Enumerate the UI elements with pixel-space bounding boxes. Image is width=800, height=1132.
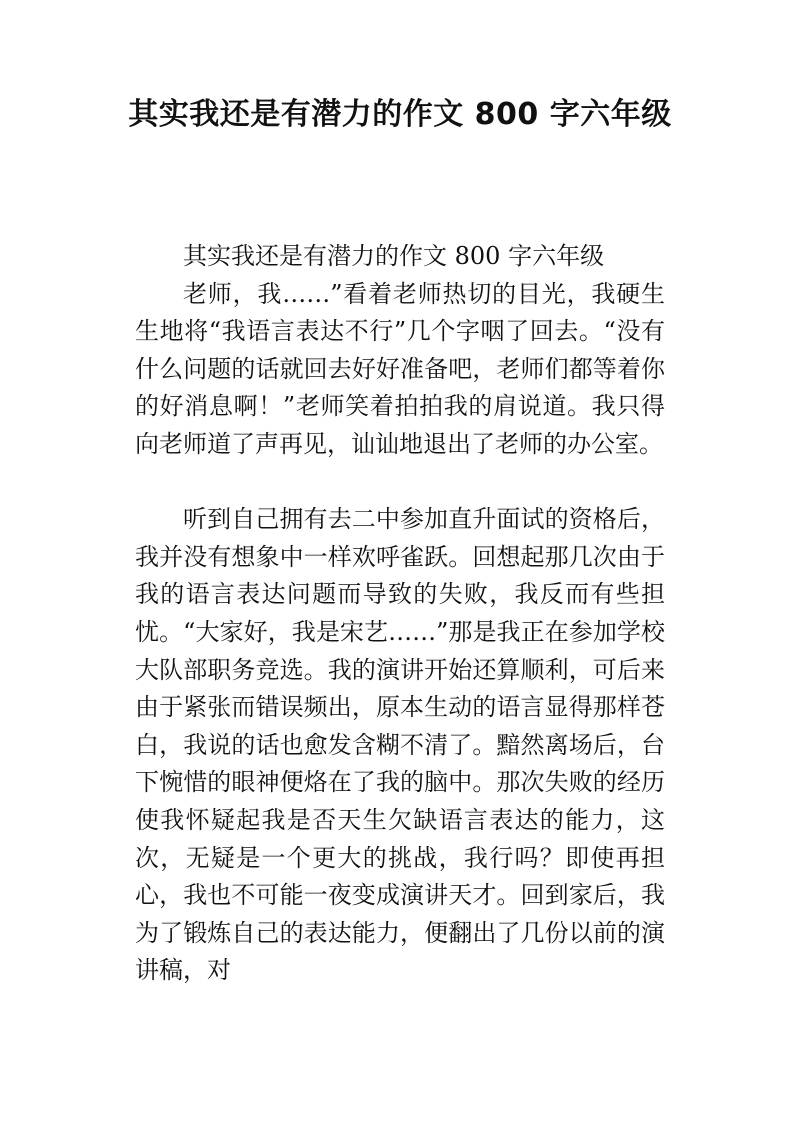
body-paragraph-heading: 其实我还是有潜力的作文 800 字六年级 <box>183 242 605 270</box>
body-paragraph: 听到自己拥有去二中参加直升面试的资格后，我并没有想象中一样欢呼雀跃。回想起那几次由于我的语言表达问题而导致的失败，我反而有些担忧。“大家好，我是宋艺……”那是我正在参加学校大队部职务竞选。我的演讲开始还算顺利，可后来由于紧张而错误频出，原本生动的语言显得那样苍白，我说的话也愈发含糊不清了。黯然离场后，台下惋惜的眼神便烙在了我的脑中。那次失败的经历使我怀疑起我是否天生欠缺语言表达的能力，这次，无疑是一个更大的挑战，我行吗？即使再担心，我也不可能一夜变成演讲天才。回到家后，我为了锻炼自己的表达能力，便翻出了几份以前的演讲稿，对 <box>135 505 665 985</box>
page-title: 其实我还是有潜力的作文 800 字六年级 <box>128 97 672 132</box>
body-paragraph: 老师，我……”看着老师热切的目光，我硬生生地将“我语言表达不行”几个字咽了回去。“没有什么问题的话就回去好好准备吧，老师们都等着你的好消息啊！”老师笑着拍拍我的肩说道。我只得向老师道了声再见，讪讪地退出了老师的办公室。 <box>135 279 665 458</box>
document-body <box>135 238 665 990</box>
